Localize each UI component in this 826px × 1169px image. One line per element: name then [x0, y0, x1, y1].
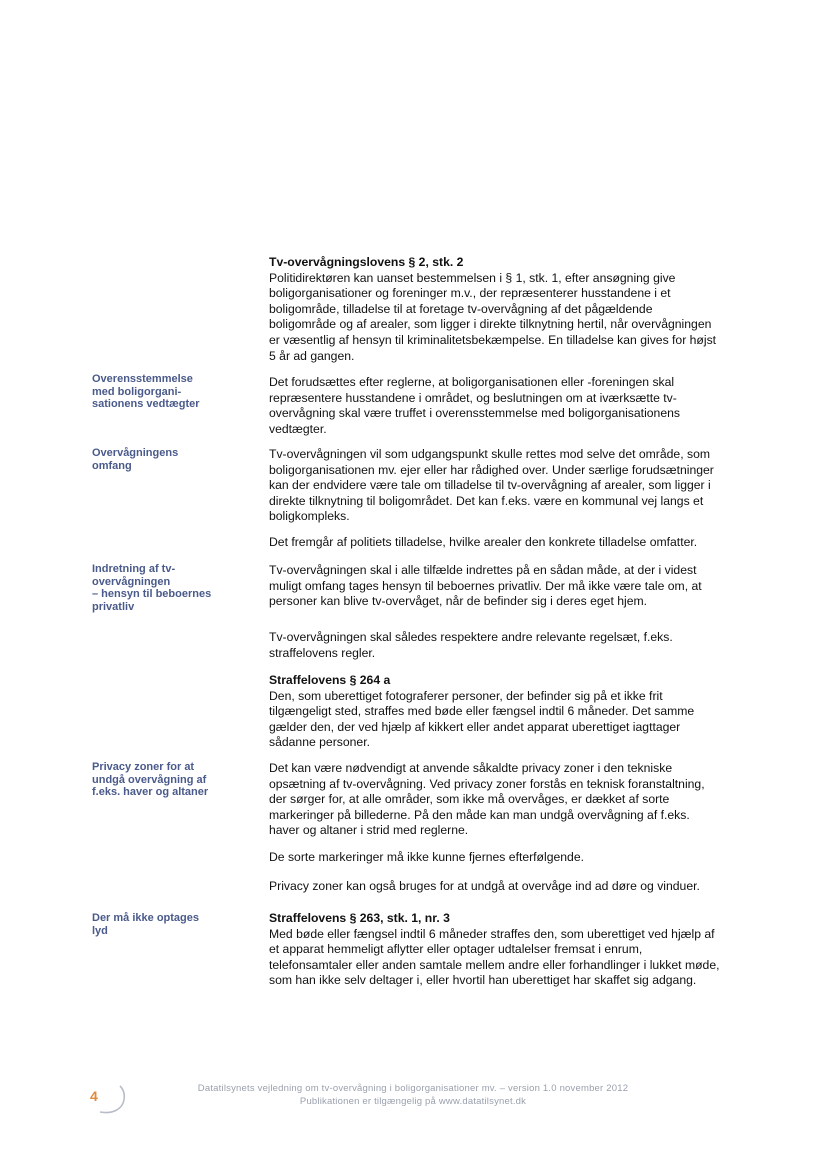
section-1 — [269, 255, 721, 364]
sidenote-line: med boligorgani- — [92, 385, 182, 398]
section-5-text: Tv-overvågningen skal i alle tilfælde indrettes på en sådan måde, at der i videst muligt omfang tages hensyn til beboernes privatliv. Der må ikke være tale om, at personer kan blive tv-overvåget, når de befinder sig i deres eget hjem. — [269, 563, 702, 609]
section-3 — [269, 447, 721, 525]
sidenote-line: overvågningen — [92, 575, 171, 588]
sidenote-line: omfang — [92, 459, 132, 472]
sidenote-line: Overvågningens — [92, 447, 179, 459]
section-5 — [269, 563, 721, 610]
section-1-heading: Tv-overvågningslovens § 2, stk. 2 — [269, 255, 464, 269]
section-3-text: Tv-overvågningen vil som udgangspunkt skulle rettes mod selve det område, som boligorganisationen mv. ejer eller har rådighed over. Under særlige forudsætninger kan der endvidere være tale om tilladelse til tv-overvågning af arealer, som ligger i direkte tilknytning til boligområdet. Det kan f.eks. være en kommunal vej langs et boligkompleks. — [269, 447, 714, 524]
sidenote-line: Der må ikke optages — [92, 912, 199, 924]
section-10-text: Privacy zoner kan også bruges for at undgå at overvåge ind ad døre og vinduer. — [269, 879, 700, 893]
sidenote-line: Indretning af tv- — [92, 563, 176, 575]
section-11 — [269, 911, 721, 989]
footer-line-1: Datatilsynets vejledning om tv-overvågning i boligorganisationer mv. – version 1.0 november 2012 — [197, 1083, 629, 1094]
section-11-text: Med bøde eller fængsel indtil 6 måneder straffes den, som uberettiget ved hjælp af et apparat hemmeligt aflytter eller optager udtalelser fremsat i enrum, telefonsamtaler eller anden samtale mellem andre eller forhandlinger i lukket møde, som han ikke selv deltager i, eller hvortil han uberettiget har skaffet sig adgang. — [269, 926, 720, 988]
sidenote-vedtaegter — [92, 373, 242, 411]
sidenote-line: privatliv — [92, 600, 135, 613]
sidenote-omfang — [92, 447, 242, 472]
sidenote-line: Overensstemmelse — [92, 373, 193, 385]
sidenote-line: lyd — [92, 924, 108, 937]
section-1-text: Politidirektøren kan uanset bestemmelsen i § 1, stk. 1, efter ansøgning give boligorganisationer og foreninger m.v., der repræsenterer husstandene i et boligområde, tilladelse til at foretage tv-overvågning af det pågældende boligområde og af arealer, som ligger i direkte tilknytning hertil, når overvågningen er væsentlig af hensyn til kriminalitetsbekæmpelse. En tilladelse kan gives for højst 5 år ad gangen. — [269, 270, 717, 363]
section-8-text: Det kan være nødvendigt at anvende såkaldte privacy zoner i den tekniske opsætning af tv-overvågning. Ved privacy zoner forstås en teknisk foranstaltning, der sørger for, at alle områder, som ikke må overvåges, er dækket af sorte markeringer på billederne. På den måde kan man undgå overvågning af f.eks. haver og altaner i strid med reglerne. — [269, 761, 705, 838]
section-7-text: Den, som uberettiget fotograferer personer, der befinder sig på et ikke frit tilgængeligt sted, straffes med bøde eller fængsel indtil 6 måneder. Det samme gælder den, der ved hjælp af kikkert eller andet apparat uberettiget iagttager sådanne personer. — [269, 688, 695, 750]
section-6-text: Tv-overvågningen skal således respektere andre relevante regelsæt, f.eks. straffelovens regler. — [269, 630, 673, 660]
sidenote-line: – hensyn til beboernes — [92, 588, 212, 601]
sidenote-lyd — [92, 912, 242, 937]
section-7-heading: Straffelovens § 264 a — [269, 673, 391, 687]
sidenote-privacy-zoner — [92, 761, 242, 799]
section-10 — [269, 879, 721, 895]
sidenote-line: sationens vedtægter — [92, 398, 200, 411]
footer-line-2: Publikationen er tilgængelig på www.datatilsynet.dk — [299, 1096, 527, 1107]
sidenote-line: Privacy zoner for at — [92, 761, 195, 773]
section-4 — [269, 535, 721, 551]
section-2-text: Det forudsættes efter reglerne, at boligorganisationen eller -foreningen skal repræsentere husstandene i området, og beslutningen om at iværksætte tv-overvågning skal være truffet i overensstemmelse med boligorganisationens vedtægter. — [269, 375, 680, 436]
section-9-text: De sorte markeringer må ikke kunne fjernes efterfølgende. — [269, 850, 584, 864]
section-9 — [269, 850, 721, 866]
section-11-heading: Straffelovens § 263, stk. 1, nr. 3 — [269, 911, 450, 925]
sidenote-line: f.eks. haver og altaner — [92, 786, 209, 799]
section-7 — [269, 673, 721, 751]
section-2 — [269, 375, 721, 437]
sidenote-line: undgå overvågning af — [92, 773, 207, 786]
section-6 — [269, 630, 721, 661]
section-4-text: Det fremgår af politiets tilladelse, hvilke arealer den konkrete tilladelse omfatter. — [269, 535, 698, 549]
sidenote-indretning — [92, 563, 242, 613]
section-8 — [269, 761, 721, 839]
page-number: 4 — [90, 1088, 98, 1104]
